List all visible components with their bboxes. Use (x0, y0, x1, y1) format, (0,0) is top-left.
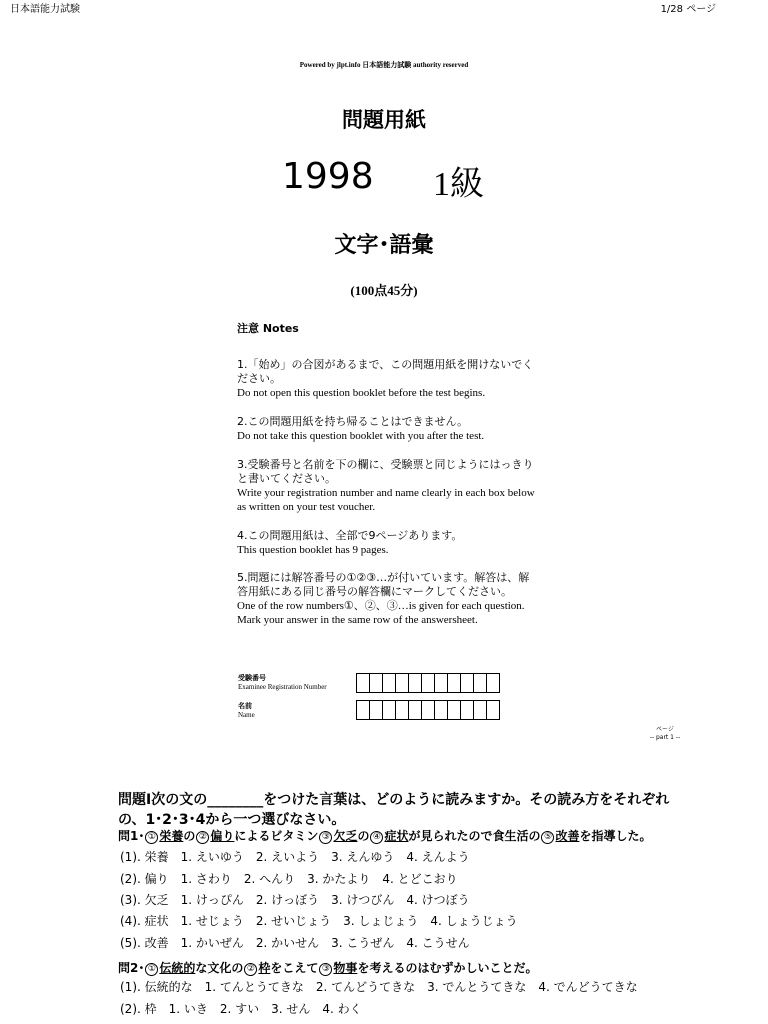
note-2-jp: 2.この問題用紙を持ち帰ることはできません。 (237, 415, 469, 428)
note-1-jp: 1.「始め」の合図があるまで、この問題用紙を開けないでください。 (237, 358, 534, 385)
note-5-en: One of the row numbers①、②、③…is given for each question. Mark your answer in the same row of the answersheet. (237, 600, 525, 626)
question-1-2-option-1: (1). 伝統的な 1. てんとうてきな 2. てんどうてきな 3. でんとうてきな 4. でんどうてきな (120, 980, 638, 994)
powered-by-line: Powered by jlpt.info 日本語能力試験 authority reserved (299, 61, 469, 69)
notes-heading: 注意 Notes (237, 322, 299, 335)
question-1-heading: 問題Ⅰ次の文の________をつけた言葉は、どのように読みますか。その読み方をそれぞれの、1･2･3･4から一つ選びなさい。 (118, 792, 670, 828)
section-title: 文字･語彙 (334, 233, 434, 258)
question-1-1-option-2: (2). 偏り 1. さわり 2. へんり 3. かたより 4. とどこおり (120, 872, 458, 886)
note-5-jp: 5.問題には解答番号の①②③…が付いています。解答は、解答用紙にある同じ番号の解答欄にマークしてください。 (237, 571, 530, 598)
page-marker-label: ページ (656, 726, 674, 733)
exam-year: 1998 (282, 156, 374, 197)
note-4 (237, 529, 537, 557)
note-4-jp: 4.この問題用紙は、全部で9ページあります。 (237, 529, 463, 542)
note-1-en: Do not open this question booklet before the test begins. (237, 387, 486, 399)
note-2 (237, 415, 537, 443)
registration-number-label-jp: 受験番号 (238, 674, 266, 682)
document-title-header: 日本語能力試験 (10, 4, 80, 15)
note-3 (237, 458, 537, 514)
page-marker (640, 726, 690, 742)
name-boxes[interactable] (356, 700, 499, 720)
name-label-en: Name (238, 711, 255, 719)
note-3-jp: 3.受験番号と名前を下の欄に、受験票と同じようにはっきりと書いてください。 (237, 458, 534, 485)
note-1 (237, 358, 537, 400)
name-label-jp: 名前 (238, 702, 252, 710)
name-label (238, 702, 255, 720)
page-marker-part: -- part 1 -- (649, 734, 681, 741)
registration-number-label (238, 674, 327, 692)
question-1-1-option-1: (1). 栄養 1. えいゆう 2. えいよう 3. えんゆう 4. えんよう (120, 850, 470, 864)
note-4-en: This question booklet has 9 pages. (237, 544, 389, 556)
note-3-en: Write your registration number and name clearly in each box below as written on your test voucher. (237, 487, 535, 513)
registration-number-boxes[interactable] (356, 673, 499, 693)
question-1-1-option-4: (4). 症状 1. せじょう 2. せいじょう 3. しょじょう 4. しょうじょう (120, 914, 518, 928)
registration-number-label-en: Examinee Registration Number (238, 683, 327, 691)
question-1-2-option-2: (2). 枠 1. いき 2. すい 3. せん 4. わく (120, 1002, 362, 1016)
page-count-header: 1/28 ページ (660, 4, 716, 15)
question-1-1-stem: 問1･ ① 栄養の ② 偏りによるビタミン ③ 欠乏の ④ 症状が見られたので食生活の ⑤ 改善を指導した。 (118, 829, 652, 843)
note-5 (237, 571, 537, 627)
booklet-title: 問題用紙 (342, 108, 426, 132)
score-time: (100点45分) (350, 283, 418, 298)
question-1-1-option-5: (5). 改善 1. かいぜん 2. かいせん 3. こうぜん 4. こうせん (120, 936, 470, 950)
note-2-en: Do not take this question booklet with you after the test. (237, 430, 485, 442)
question-1-2-stem: 問2･ ① 伝統的な文化の ② 枠をこえて ③ 物事を考えるのはむずかしいことだ。 (118, 961, 538, 975)
question-1-1-option-3: (3). 欠乏 1. けっぴん 2. けっぼう 3. けつびん 4. けつぼう (120, 893, 470, 907)
exam-level: 1級 (433, 166, 484, 203)
